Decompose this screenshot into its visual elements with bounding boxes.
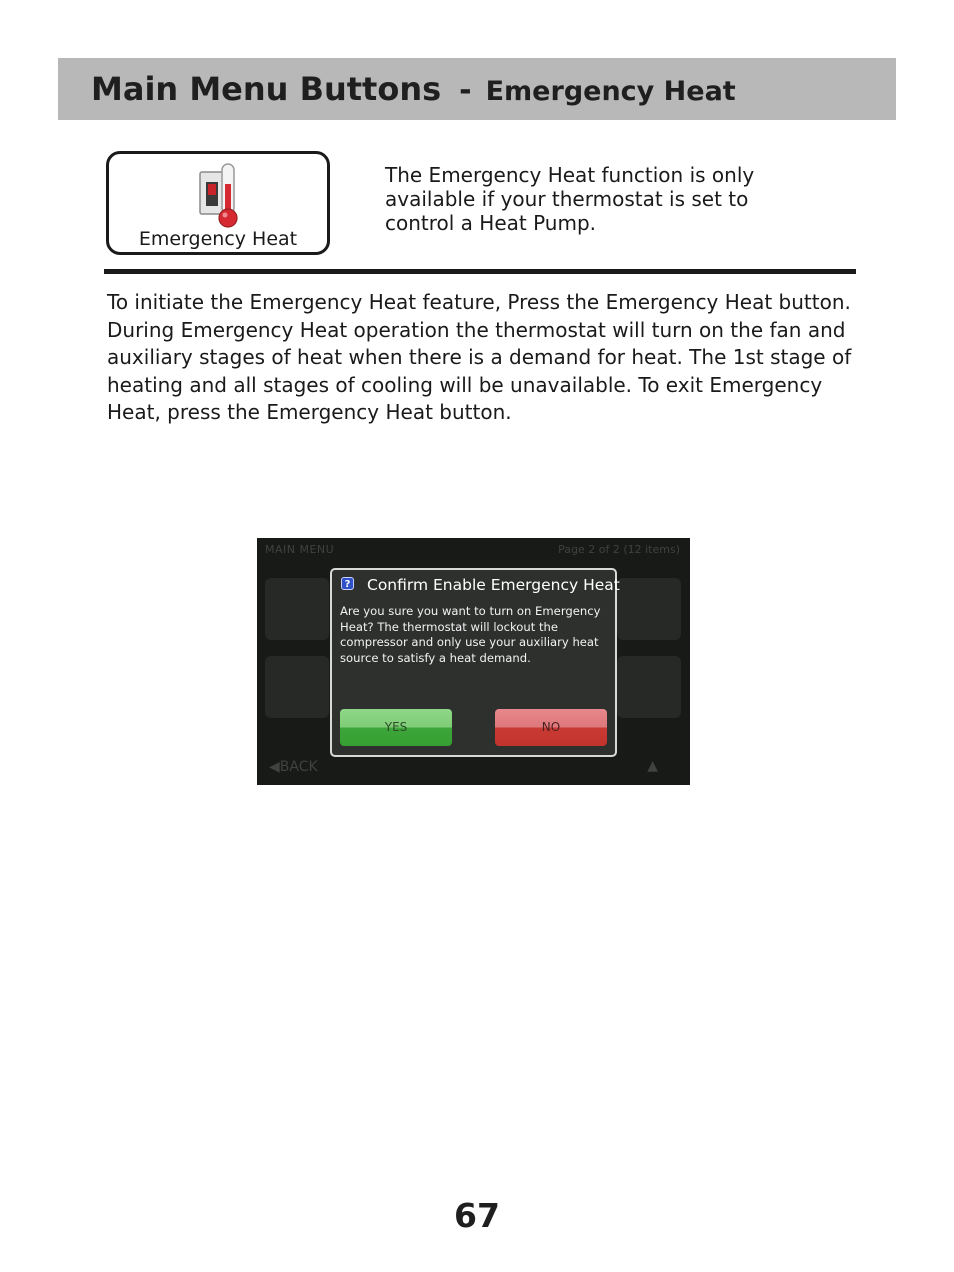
screen-menu-title: MAIN MENU <box>265 543 335 556</box>
confirm-dialog <box>330 568 620 757</box>
no-button[interactable]: NO <box>495 709 607 746</box>
page-title-sub: Emergency Heat <box>485 76 736 107</box>
scroll-up-button[interactable]: ▲ <box>647 758 658 774</box>
question-icon: ? <box>341 577 354 590</box>
emergency-heat-button-illustration <box>106 151 330 255</box>
yes-button[interactable]: YES <box>340 709 452 746</box>
page-number: 67 <box>454 1196 500 1235</box>
emergency-heat-label: Emergency Heat <box>138 228 298 250</box>
title-separator: - <box>459 73 472 108</box>
availability-note: The Emergency Heat function is only available if your thermostat is set to control a Heat Pump. <box>385 163 755 235</box>
header-bar <box>58 58 896 120</box>
back-button[interactable]: ◀BACK <box>269 759 318 775</box>
page-title-main: Main Menu Buttons <box>91 70 442 108</box>
background-menu-tile <box>265 578 329 640</box>
divider-rule <box>104 269 856 274</box>
background-menu-tile <box>617 578 681 640</box>
page-title <box>91 70 736 108</box>
dialog-title: Confirm Enable Emergency Heat <box>367 576 620 594</box>
thermostat-screen <box>257 538 690 785</box>
screen-page-indicator: Page 2 of 2 (12 items) <box>558 543 680 556</box>
background-menu-tile <box>617 656 681 718</box>
instructions-paragraph: To initiate the Emergency Heat feature, Press the Emergency Heat button. During Emergency Heat operation the thermostat will turn on the fan and auxiliary stages of heat when there is a demand for heat. The 1st stage of heating and all stages of cooling will be unavailable. To exit Emergency Heat, press the Emergency Heat button. <box>107 290 852 424</box>
thermometer-switch-icon <box>198 162 254 228</box>
background-menu-tile <box>265 656 329 718</box>
dialog-message: Are you sure you want to turn on Emergency Heat? The thermostat will lockout the compressor and only use your auxiliary heat source to satisfy a heat demand. <box>340 604 601 665</box>
